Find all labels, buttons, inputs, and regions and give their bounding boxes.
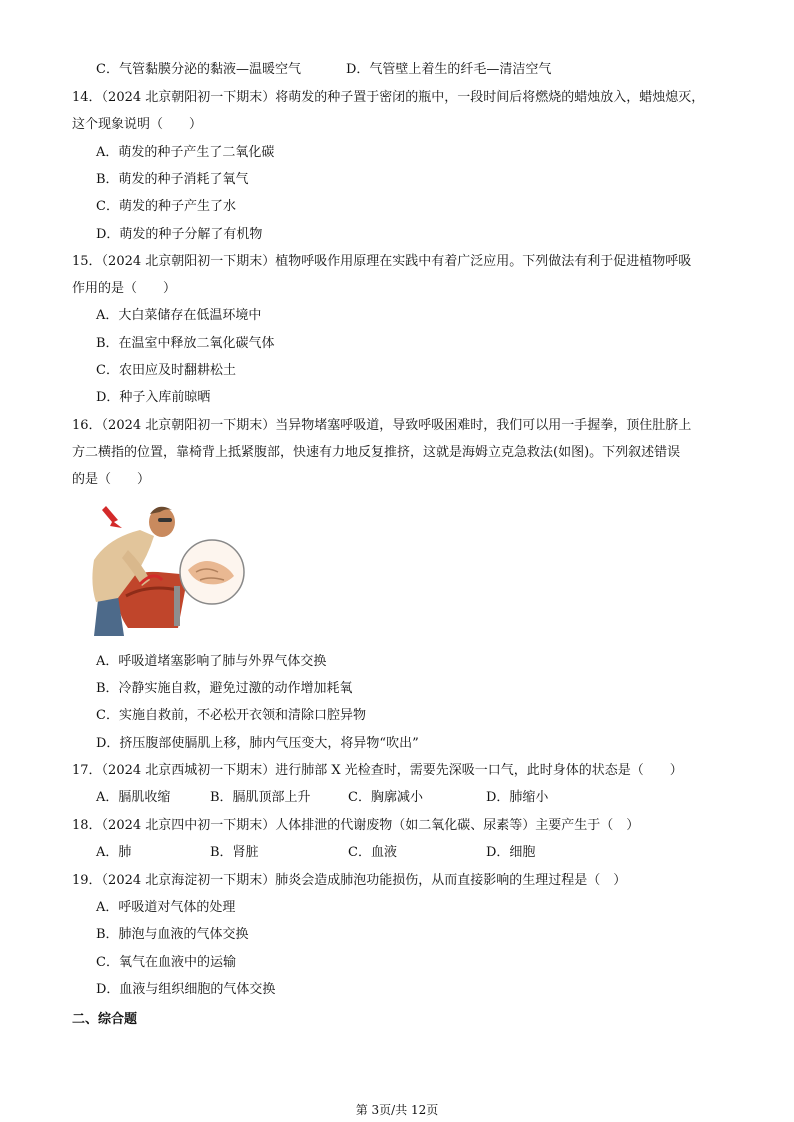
chair-leg [174,586,180,626]
q18-option-c: C．血液 [348,845,397,860]
q17-option-a: A．膈肌收缩 [96,790,171,805]
q18-option-d: D．细胞 [486,845,536,860]
q18-option-b: B．肾脏 [210,845,259,860]
q16-option-d: D．挤压腹部使膈肌上移，肺内气压变大，将异物“吹出” [96,736,419,751]
q15-option-d: D．种子入库前晾晒 [96,390,211,405]
q16-option-b: B．冷静实施自救，避免过激的动作增加耗氧 [96,681,353,696]
q15-stem-line1: 15．（2024 北京朝阳初一下期末）植物呼吸作用原理在实践中有着广泛应用。下列做法有利于促进植物呼吸 [72,254,692,269]
q14-option-b: B．萌发的种子消耗了氧气 [96,172,249,187]
q16-stem-line1: 16．（2024 北京朝阳初一下期末）当异物堵塞呼吸道，导致呼吸困难时，我们可以用一手握拳，顶住肚脐上 [72,418,692,433]
q14-option-c: C．萌发的种子产生了水 [96,199,236,214]
q17-option-c: C．胸廓减小 [348,790,423,805]
q19-option-d: D．血液与组织细胞的气体交换 [96,982,276,997]
q17-stem: 17．（2024 北京西城初一下期末）进行肺部 X 光检查时，需要先深吸一口气，此时身体的状态是（ ） [72,763,683,778]
q13-option-c: C．气管黏膜分泌的黏液—温暖空气 [96,62,301,77]
q19-option-b: B．肺泡与血液的气体交换 [96,927,249,942]
heimlich-maneuver-illustration [88,500,248,636]
q14-stem-line1: 14．（2024 北京朝阳初一下期末）将萌发的种子置于密闭的瓶中，一段时间后将燃烧的蜡烛放入，蜡烛熄灭， [72,90,705,105]
q14-option-a: A．萌发的种子产生了二氧化碳 [96,145,275,160]
q17-option-b: B．膈肌顶部上升 [210,790,311,805]
q19-stem: 19．（2024 北京海淀初一下期末）肺炎会造成肺泡功能损伤，从而直接影响的生理过程是（ ） [72,873,627,888]
q15-option-c: C．农田应及时翻耕松土 [96,363,236,378]
q15-stem-line2: 作用的是（ ） [72,281,177,296]
q14-option-d: D．萌发的种子分解了有机物 [96,227,263,242]
q14-stem-line2: 这个现象说明（ ） [72,117,203,132]
q16-stem-line3: 的是（ ） [72,472,151,487]
page-footer: 第 3页/共 12页 [355,1103,439,1117]
q15-option-a: A．大白菜储存在低温环境中 [96,308,262,323]
q17-option-d: D．肺缩小 [486,790,549,805]
q16-stem-line2: 方二横指的位置，靠椅背上抵紧腹部，快速有力地反复推挤，这就是海姆立克急救法(如图)。下列叙述错误 [72,445,681,460]
section-heading: 二、综合题 [72,1012,138,1027]
q13-option-d: D．气管壁上着生的纤毛—清洁空气 [346,62,552,77]
q19-option-a: A．呼吸道对气体的处理 [96,900,236,915]
arrow-icon [102,506,122,528]
q19-option-c: C．氧气在血液中的运输 [96,955,236,970]
q15-option-b: B．在温室中释放二氧化碳气体 [96,336,275,351]
q18-option-a: A．肺 [96,845,132,860]
q16-option-a: A．呼吸道堵塞影响了肺与外界气体交换 [96,654,327,669]
q18-stem: 18．（2024 北京四中初一下期末）人体排泄的代谢废物（如二氧化碳、尿素等）主要产生于（ ） [72,818,640,833]
q16-option-c: C．实施自救前，不必松开衣领和清除口腔异物 [96,708,366,723]
